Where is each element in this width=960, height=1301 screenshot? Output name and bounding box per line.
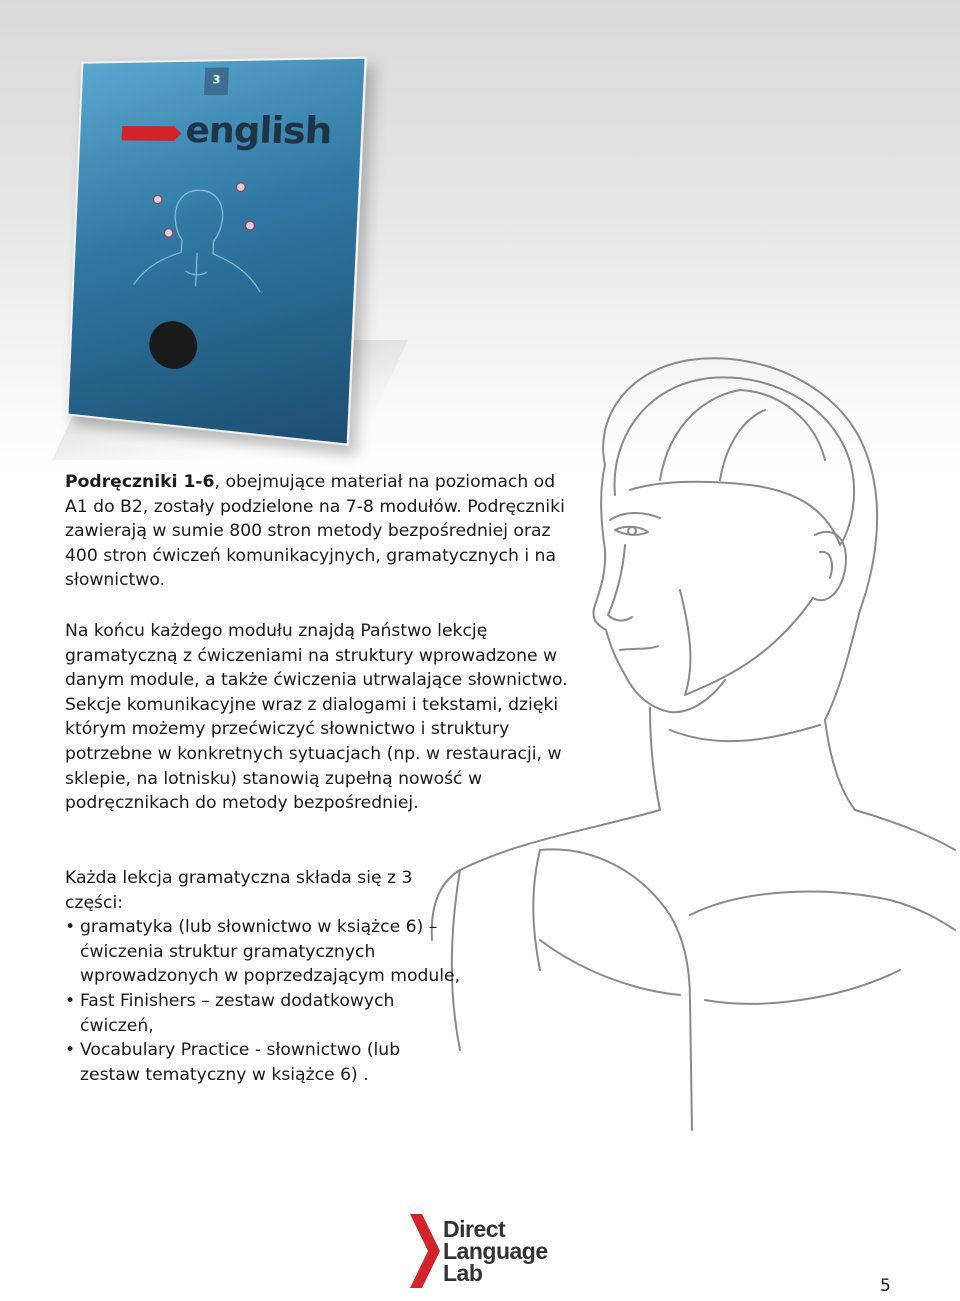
lesson-parts-list bbox=[65, 915, 465, 1087]
logo-wordmark bbox=[443, 1218, 548, 1284]
list-item: • gramatyka (lub słownictwo w książce 6) – ćwiczenia struktur gramatycznych wprowadzonych w poprzedzającym module, bbox=[65, 915, 465, 989]
textbook-cover-image bbox=[67, 57, 368, 446]
book-volume-number: 3 bbox=[204, 67, 229, 95]
list-item: • Vocabulary Practice - słownictwo (lub zestaw tematyczny w książce 6) . bbox=[65, 1038, 465, 1087]
book-logo-badge bbox=[148, 320, 198, 371]
logo-line-lab: Lab bbox=[443, 1260, 483, 1286]
lesson-structure-section bbox=[65, 866, 465, 1087]
module-description-paragraph: Na końcu każdego modułu znajdą Państwo lekcję gramatyczną z ćwiczeniami na struktury wprowadzone w danym module, a także ćwiczenia utrwalające słownictwo. Sekcje komunikacyjne wraz z dialogami i tekstami, dzięki którym możemy przećwiczyć słownictwo i struktury potrzebne w konkretnych sytuacjach (np. w restauracji, w sklepie, na lotnisku) stanowią zupełną nowość w podręcznikach do metody bezpośredniej. bbox=[65, 621, 568, 814]
logo-line-language: Language bbox=[443, 1238, 548, 1264]
book-head-illustration bbox=[123, 170, 277, 301]
intro-paragraph-text: , obejmujące materiał na poziomach od A1 do B2, zostały podzielone na 7-8 modułów. Podręczniki zawierają w sumie 800 stron metody bezpośredniej oraz 400 stron ćwiczeń komunikacyjnych, gramatycznych i na słownictwo. bbox=[65, 472, 565, 591]
page-number: 5 bbox=[880, 1276, 891, 1296]
lesson-structure-intro: Każda lekcja gramatyczna składa się z 3 części: bbox=[65, 868, 413, 913]
direct-language-lab-logo-icon bbox=[408, 1212, 442, 1290]
logo-line-direct: Direct bbox=[443, 1216, 506, 1242]
book-arrow-icon bbox=[122, 126, 182, 141]
book-title: english bbox=[184, 109, 333, 154]
intro-bold-heading: Podręczniki 1-6 bbox=[65, 472, 215, 492]
list-item: • Fast Finishers – zestaw dodatkowych ćwiczeń, bbox=[65, 989, 465, 1038]
intro-paragraph bbox=[65, 470, 565, 593]
